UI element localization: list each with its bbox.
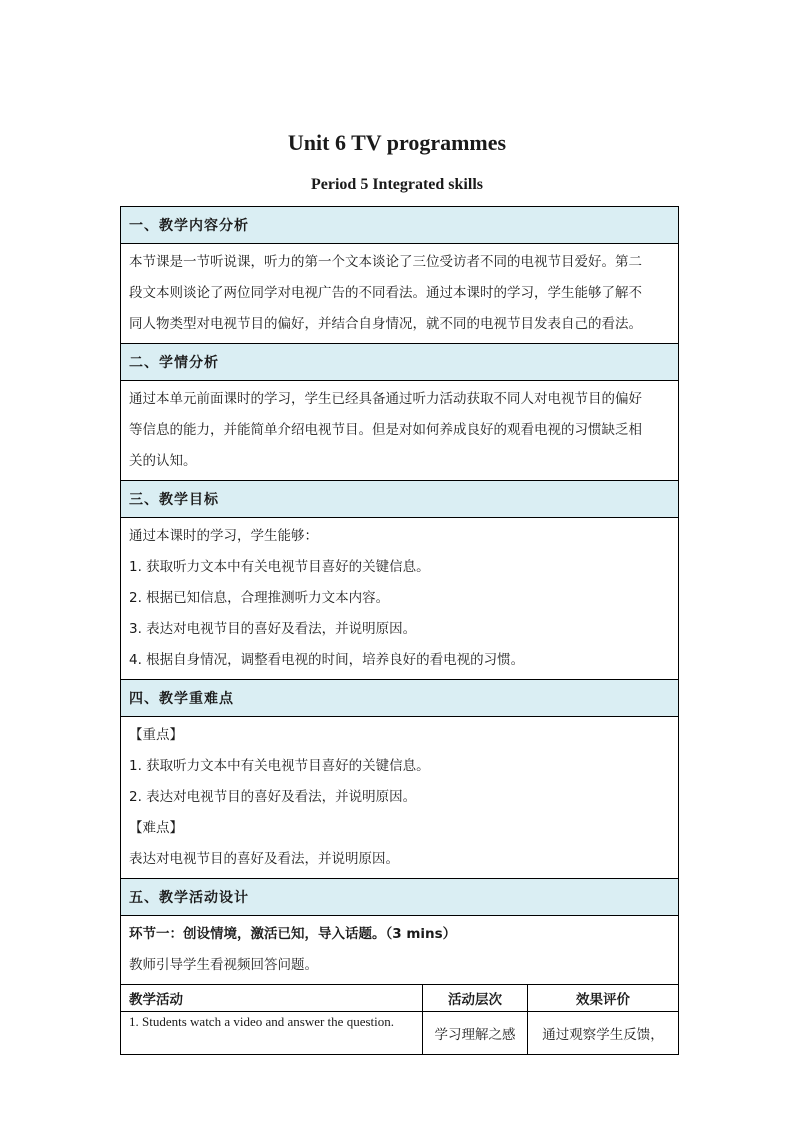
level-cell: 学习理解之感 (423, 1012, 528, 1055)
body-line: 【难点】 (129, 820, 183, 836)
body-line: 3. 表达对电视节目的喜好及看法，并说明原因。 (129, 621, 417, 637)
section-heading: 五、教学活动设计 (121, 879, 679, 916)
stage-description: 教师引导学生看视频回答问题。 (129, 957, 318, 973)
section-heading: 四、教学重难点 (121, 680, 679, 717)
section-body (121, 244, 679, 344)
stage-cell (121, 916, 679, 985)
section-heading-row (121, 481, 679, 518)
body-line: 4. 根据自身情况，调整看电视的时间，培养良好的看电视的习惯。 (129, 652, 525, 668)
body-line: 通过本课时的学习，学生能够： (129, 528, 318, 544)
body-line: 关的认知。 (129, 453, 197, 469)
body-line: 表达对电视节目的喜好及看法，并说明原因。 (129, 851, 399, 867)
document-subtitle: Period 5 Integrated skills (311, 176, 483, 193)
section-body-row (121, 717, 679, 879)
section-body-row (121, 518, 679, 680)
section-heading: 三、教学目标 (121, 481, 679, 518)
body-line: 1. 获取听力文本中有关电视节目喜好的关键信息。 (129, 758, 430, 774)
activity-header-row (121, 985, 679, 1012)
section-heading-row (121, 680, 679, 717)
section-heading-row (121, 344, 679, 381)
evaluation-cell: 通过观察学生反馈， (528, 1012, 679, 1055)
body-line: 段文本则谈论了两位同学对电视广告的不同看法。通过本课时的学习，学生能够了解不 (129, 285, 642, 301)
stage-title: 环节一：创设情境，激活已知，导入话题。（3 mins） (129, 926, 457, 942)
body-line: 等信息的能力，并能简单介绍电视节目。但是对如何养成良好的观看电视的习惯缺乏相 (129, 422, 642, 438)
section-heading: 一、教学内容分析 (121, 207, 679, 244)
body-line: 本节课是一节听说课，听力的第一个文本谈论了三位受访者不同的电视节目爱好。第二 (129, 254, 642, 270)
section-heading-row (121, 879, 679, 916)
section-heading: 二、学情分析 (121, 344, 679, 381)
column-header-activity: 教学活动 (121, 985, 423, 1012)
body-line: 2. 表达对电视节目的喜好及看法，并说明原因。 (129, 789, 417, 805)
body-line: 同人物类型对电视节目的偏好，并结合自身情况，就不同的电视节目发表自己的看法。 (129, 316, 642, 332)
body-line: 【重点】 (129, 727, 183, 743)
stage-row (121, 916, 679, 985)
section-heading-row (121, 207, 679, 244)
section-body (121, 381, 679, 481)
document-title: Unit 6 TV programmes (287, 130, 507, 155)
activity-cell: 1. Students watch a video and answer the question. (121, 1012, 423, 1055)
body-line: 通过本单元前面课时的学习，学生已经具备通过听力活动获取不同人对电视节目的偏好 (129, 391, 642, 407)
body-line: 2. 根据已知信息，合理推测听力文本内容。 (129, 590, 390, 606)
lesson-plan-table (120, 206, 679, 1055)
section-body-row (121, 381, 679, 481)
section-body-row (121, 244, 679, 344)
section-body (121, 518, 679, 680)
column-header-evaluation: 效果评价 (528, 985, 679, 1012)
activity-row (121, 1012, 679, 1055)
section-body (121, 717, 679, 879)
body-line: 1. 获取听力文本中有关电视节目喜好的关键信息。 (129, 559, 430, 575)
column-header-level: 活动层次 (423, 985, 528, 1012)
